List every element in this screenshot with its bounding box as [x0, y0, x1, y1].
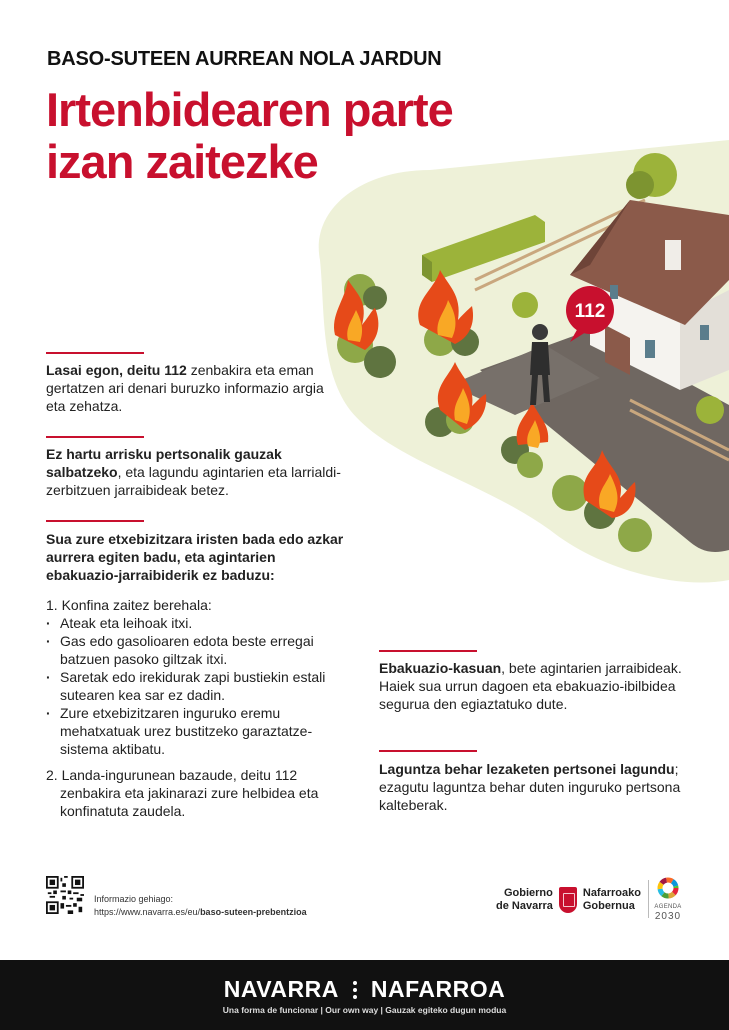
- right-advice-1-rule: [379, 650, 477, 652]
- bullet-item: · Ateak eta leihoak itxi.: [46, 614, 346, 632]
- title-line-2: izan zaitezke: [46, 135, 318, 188]
- wildfire-house-illustration: [300, 130, 729, 590]
- navarra-shield-icon: [559, 887, 577, 913]
- agenda-2030-logo: AGENDA 2030: [650, 877, 686, 922]
- government-logo: Gobierno de Navarra Nafarroako Gobernua: [496, 887, 641, 912]
- sdg-wheel-icon: [657, 877, 679, 899]
- advice-3: Sua zure etxebizitzara iristen bada edo azkar aurrera egiten badu, eta agintarien ebakuazio-jarraibiderik ez baduzu:: [46, 531, 344, 583]
- brand-tagline: Una forma de funcionar | Our own way | Gauzak egiteko dugun modua: [222, 1005, 507, 1015]
- qr-code-icon[interactable]: [46, 876, 84, 914]
- more-info: [94, 893, 307, 919]
- bullet-item: · Gas edo gasolioaren edota beste erregai batzuen pasoko giltzak itxi.: [46, 632, 346, 668]
- advice-1-rule: [46, 352, 144, 354]
- advice-3-rule: [46, 520, 144, 522]
- right-advice-1: Ebakuazio-kasuan, bete agintarien jarraibideak. Haiek sua urrun dagoen eta ebakuazio-ibilbidea segurua den egiaztatuko dute.: [379, 660, 682, 712]
- bullet-item: · Saretak edo irekidurak zapi bustiekin estali sutearen kea sar ez dadin.: [46, 668, 346, 704]
- navarra-brand: NAVARRA NAFARROA: [223, 976, 506, 1002]
- step-2: 2. Landa-ingurunean bazaude, deitu 112 zenbakira eta jakinarazi zure helbidea eta konfinatuta zaudela.: [46, 767, 319, 819]
- brand-separator-icon: [353, 981, 357, 999]
- step-1-bullets: [46, 614, 346, 758]
- bullet-item: · Zure etxebizitzaren inguruko eremu mehatxatuak urez bustitzeko garaztatze-sistema aktibatu.: [46, 704, 346, 758]
- logo-divider: [648, 880, 649, 918]
- step-1: 1. Konfina zaitez berehala:: [46, 597, 212, 613]
- advice-2: Ez hartu arrisku pertsonalik gauzak salbatzeko, eta lagundu agintarien eta larrialdi-zerbitzuen jarraibideak betez.: [46, 446, 341, 498]
- phone-badge-number: 112: [574, 301, 606, 322]
- advice-2-rule: [46, 436, 144, 438]
- title-line-1: Irtenbidearen parte: [46, 83, 453, 136]
- more-info-label: Informazio gehiago:: [94, 894, 174, 904]
- more-info-link[interactable]: https://www.navarra.es/eu/baso-suteen-prebentzioa: [94, 907, 307, 917]
- kicker: BASO-SUTEEN AURREAN NOLA JARDUN: [47, 48, 442, 70]
- confinement-steps: [46, 596, 346, 820]
- right-advice-2: Laguntza behar lezaketen pertsonei lagundu; ezagutu laguntza behar duten inguruko pertsona kalteberak.: [379, 761, 681, 813]
- advice-1: Lasai egon, deitu 112 zenbakira eta eman gertatzen ari denari buruzko informazio argia eta zehatza.: [46, 362, 324, 414]
- footer-bar: [0, 960, 729, 1030]
- right-advice-2-rule: [379, 750, 477, 752]
